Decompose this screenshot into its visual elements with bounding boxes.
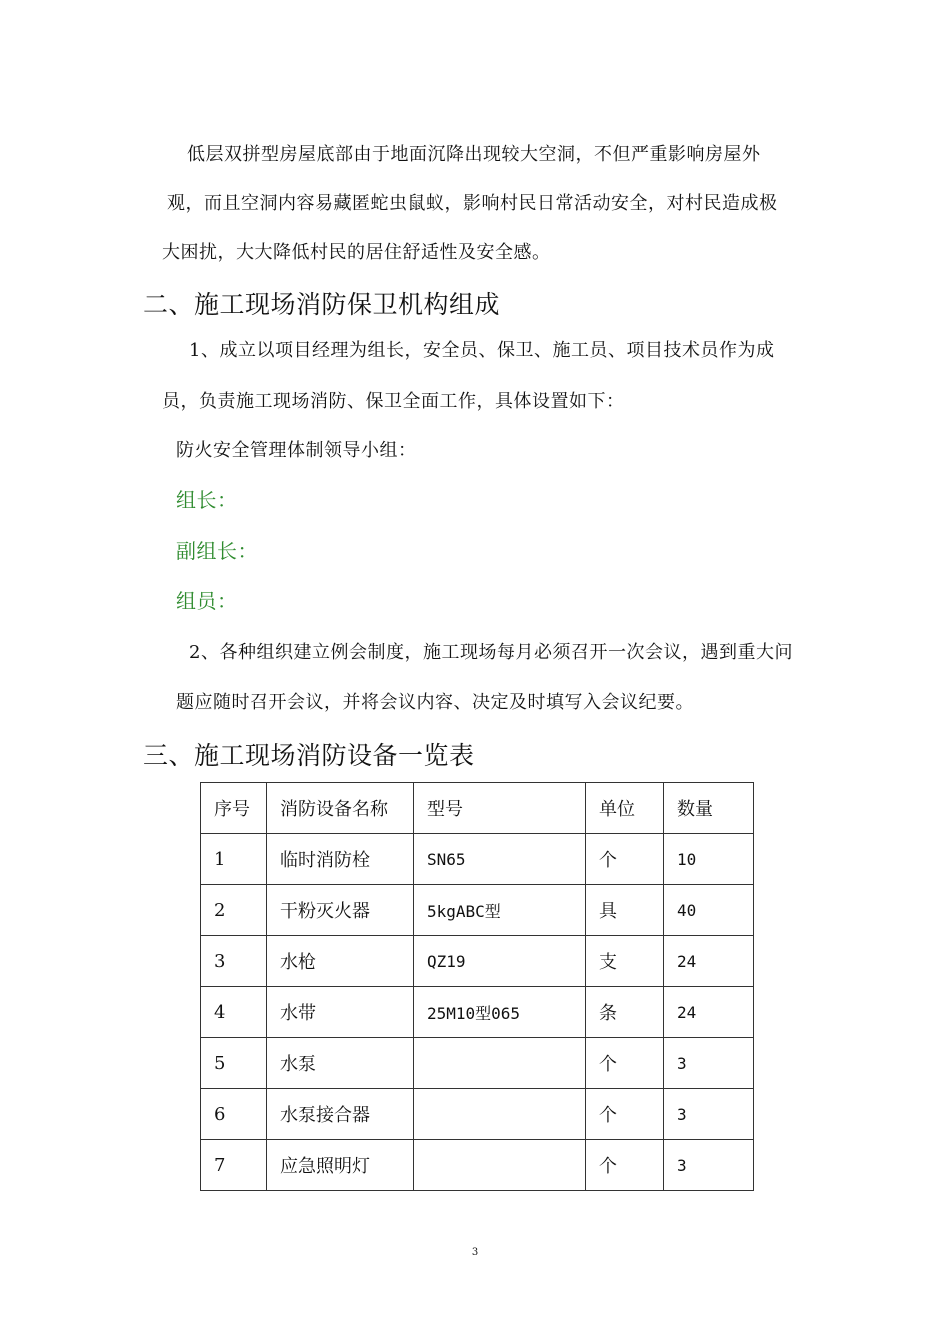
section-2-item-2-line-1: 2、各种组织建立例会制度，施工现场每月必须召开一次会议，遇到重大问 xyxy=(189,642,793,663)
cell-unit: 个 xyxy=(586,1089,664,1140)
header-no: 序号 xyxy=(201,783,267,834)
table-row xyxy=(201,1140,754,1191)
cell-no: 5 xyxy=(201,1038,267,1089)
cell-qty: 10 xyxy=(664,834,754,885)
vice-leader-label: 副组长： xyxy=(176,539,258,563)
page-number: 3 xyxy=(471,1247,479,1258)
cell-name: 水带 xyxy=(267,987,414,1038)
cell-no: 7 xyxy=(201,1140,267,1191)
cell-no: 4 xyxy=(201,987,267,1038)
cell-no: 3 xyxy=(201,936,267,987)
cell-model xyxy=(414,1038,586,1089)
cell-qty: 24 xyxy=(664,936,754,987)
section-2-heading: 二、施工现场消防保卫机构组成 xyxy=(143,290,501,319)
cell-qty: 40 xyxy=(664,885,754,936)
intro-line-2: 观，而且空洞内容易藏匿蛇虫鼠蚁，影响村民日常活动安全，对村民造成极 xyxy=(167,193,778,214)
cell-no: 2 xyxy=(201,885,267,936)
cell-model: QZ19 xyxy=(414,936,586,987)
intro-line-1: 低层双拼型房屋底部由于地面沉降出现较大空洞，不但严重影响房屋外 xyxy=(187,144,761,165)
cell-qty: 3 xyxy=(664,1140,754,1191)
section-3-heading: 三、施工现场消防设备一览表 xyxy=(143,741,475,770)
cell-qty: 24 xyxy=(664,987,754,1038)
cell-name: 水泵接合器 xyxy=(267,1089,414,1140)
table-row xyxy=(201,885,754,936)
cell-name: 水泵 xyxy=(267,1038,414,1089)
section-2-item-1-line-1: 1、成立以项目经理为组长，安全员、保卫、施工员、项目技术员作为成 xyxy=(189,340,775,361)
table-row xyxy=(201,1089,754,1140)
cell-unit: 具 xyxy=(586,885,664,936)
header-model: 型号 xyxy=(414,783,586,834)
cell-model: 5kgABC型 xyxy=(414,885,586,936)
leader-label: 组长： xyxy=(176,488,238,512)
table-header-row xyxy=(201,783,754,834)
cell-unit: 条 xyxy=(586,987,664,1038)
header-name: 消防设备名称 xyxy=(267,783,414,834)
equipment-table xyxy=(200,782,754,1191)
table-row xyxy=(201,987,754,1038)
cell-unit: 个 xyxy=(586,1140,664,1191)
cell-name: 干粉灭火器 xyxy=(267,885,414,936)
cell-unit: 个 xyxy=(586,834,664,885)
section-2-item-2-line-2: 题应随时召开会议，并将会议内容、决定及时填写入会议纪要。 xyxy=(176,692,694,713)
cell-unit: 个 xyxy=(586,1038,664,1089)
cell-name: 水枪 xyxy=(267,936,414,987)
table-row xyxy=(201,936,754,987)
intro-line-3: 大困扰，大大降低村民的居住舒适性及安全感。 xyxy=(162,242,551,263)
cell-name: 应急照明灯 xyxy=(267,1140,414,1191)
header-unit: 单位 xyxy=(586,783,664,834)
cell-model xyxy=(414,1089,586,1140)
members-label: 组员： xyxy=(176,589,238,613)
header-qty: 数量 xyxy=(664,783,754,834)
table-row xyxy=(201,834,754,885)
cell-model xyxy=(414,1140,586,1191)
cell-name: 临时消防栓 xyxy=(267,834,414,885)
group-title: 防火安全管理体制领导小组： xyxy=(176,440,417,461)
cell-qty: 3 xyxy=(664,1089,754,1140)
cell-model: 25M10型065 xyxy=(414,987,586,1038)
section-2-item-1-line-2: 员，负责施工现场消防、保卫全面工作，具体设置如下： xyxy=(162,391,625,412)
cell-no: 1 xyxy=(201,834,267,885)
table-row xyxy=(201,1038,754,1089)
cell-unit: 支 xyxy=(586,936,664,987)
cell-no: 6 xyxy=(201,1089,267,1140)
cell-qty: 3 xyxy=(664,1038,754,1089)
cell-model: SN65 xyxy=(414,834,586,885)
